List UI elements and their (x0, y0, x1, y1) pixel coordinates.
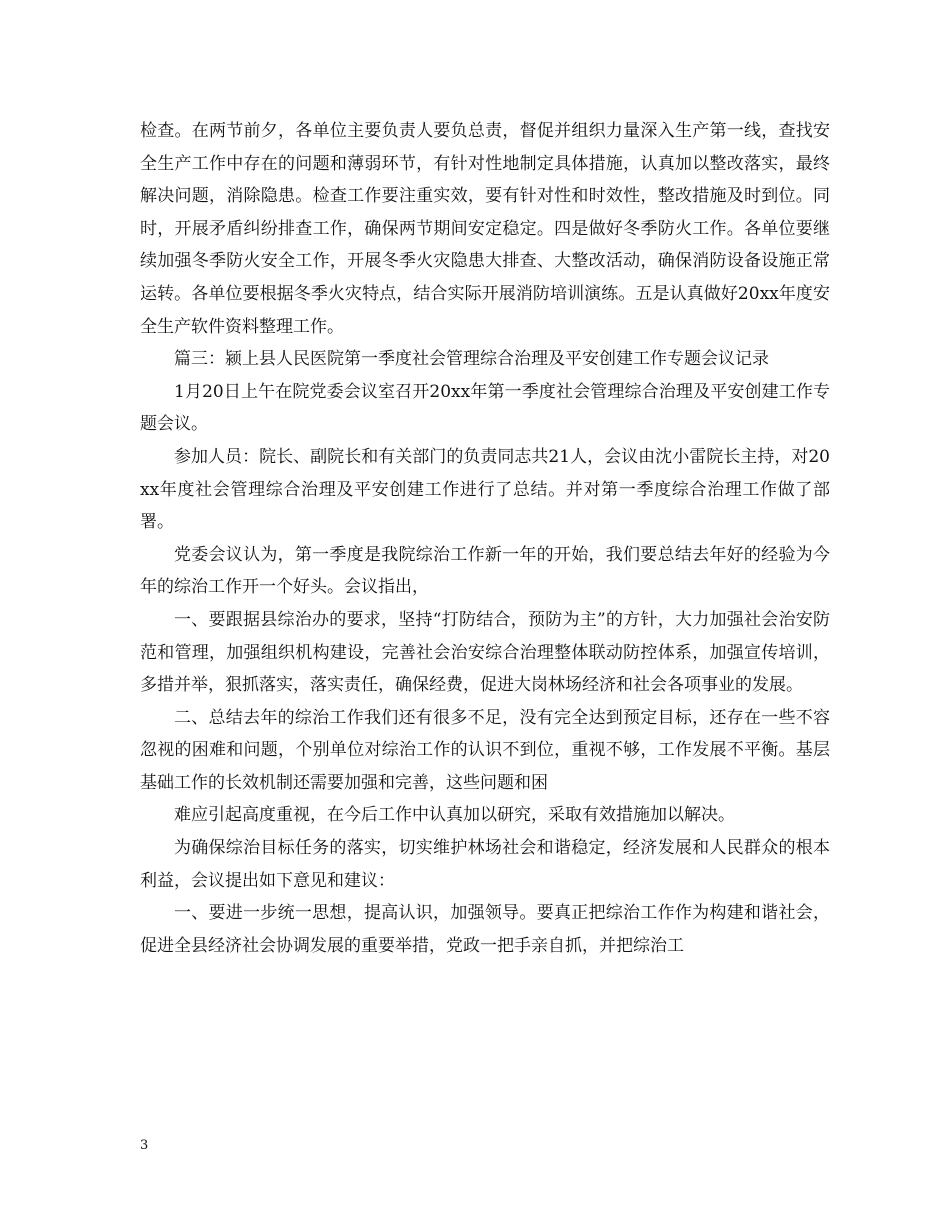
paragraph-7: 二、总结去年的综治工作我们还有很多不足，没有完全达到预定目标，还存在一些不容忽视的困难和问题，个别单位对综治工作的认识不到位，重视不够，工作发展不平衡。基层基础工作的长效机制还需要加强和完善，这些问题和困 (140, 707, 830, 793)
paragraph-3: 1月20日上午在院党委会议室召开20xx年第一季度社会管理综合治理及平安创建工作专题会议。 (140, 381, 830, 435)
paragraph-5: 党委会议认为，第一季度是我院综治工作新一年的开始，我们要总结去年好的经验为今年的综治工作开一个好头。会议指出， (140, 544, 830, 598)
paragraph-4: 参加人员：院长、副院长和有关部门的负责同志共21人，会议由沈小雷院长主持，对20xx年度社会管理综合治理及平安创建工作进行了总结。并对第一季度综合治理工作做了部署。 (140, 446, 830, 533)
paragraph-9: 为确保综治目标任务的落实，切实维护林场社会和谐稳定，经济发展和人民群众的根本利益，会议提出如下意见和建议： (140, 838, 830, 891)
paragraph-8: 难应引起高度重视，在今后工作中认真加以研究，采取有效措施加以解决。 (174, 805, 735, 826)
paragraph-6: 一、要跟据县综治办的要求，坚持“打防结合，预防为主”的方针，大力加强社会治安防范和管理，加强组织机构建设，完善社会治安综合治理整体联动防控体系，加强宣传培训，多措并举，狠抓落实，落实责任，确保经费，促进大岗林场经济和社会各项事业的发展。 (140, 609, 830, 696)
paragraph-10: 一、要进一步统一思想，提高认识，加强领导。要真正把综治工作作为构建和谐社会，促进全县经济社会协调发展的重要举措，党政一把手亲自抓，并把综治工 (140, 903, 830, 956)
paragraph-2-section-title: 篇三：颍上县人民医院第一季度社会管理综合治理及平安创建工作专题会议记录 (174, 349, 769, 370)
paragraph-1: 检查。在两节前夕，各单位主要负责人要负总责，督促并组织力量深入生产第一线，查找安全生产工作中存在的问题和薄弱环节，有针对性地制定具体措施，认真加以整改落实，最终解决问题，消除隐患。检查工作要注重实效，要有针对性和时效性，整改措施及时到位。同时，开展矛盾纠纷排查工作，确保两节期间安定稳定。四是做好冬季防火工作。各单位要继续加强冬季防火安全工作，开展冬季火灾隐患大排查、大整改活动，确保消防设备设施正常运转。各单位要根据冬季火灾特点，结合实际开展消防培训演练。五是认真做好20xx年度安全生产软件资料整理工作。 (140, 121, 830, 337)
document-body (140, 115, 830, 962)
page-number: 3 (140, 1138, 149, 1153)
